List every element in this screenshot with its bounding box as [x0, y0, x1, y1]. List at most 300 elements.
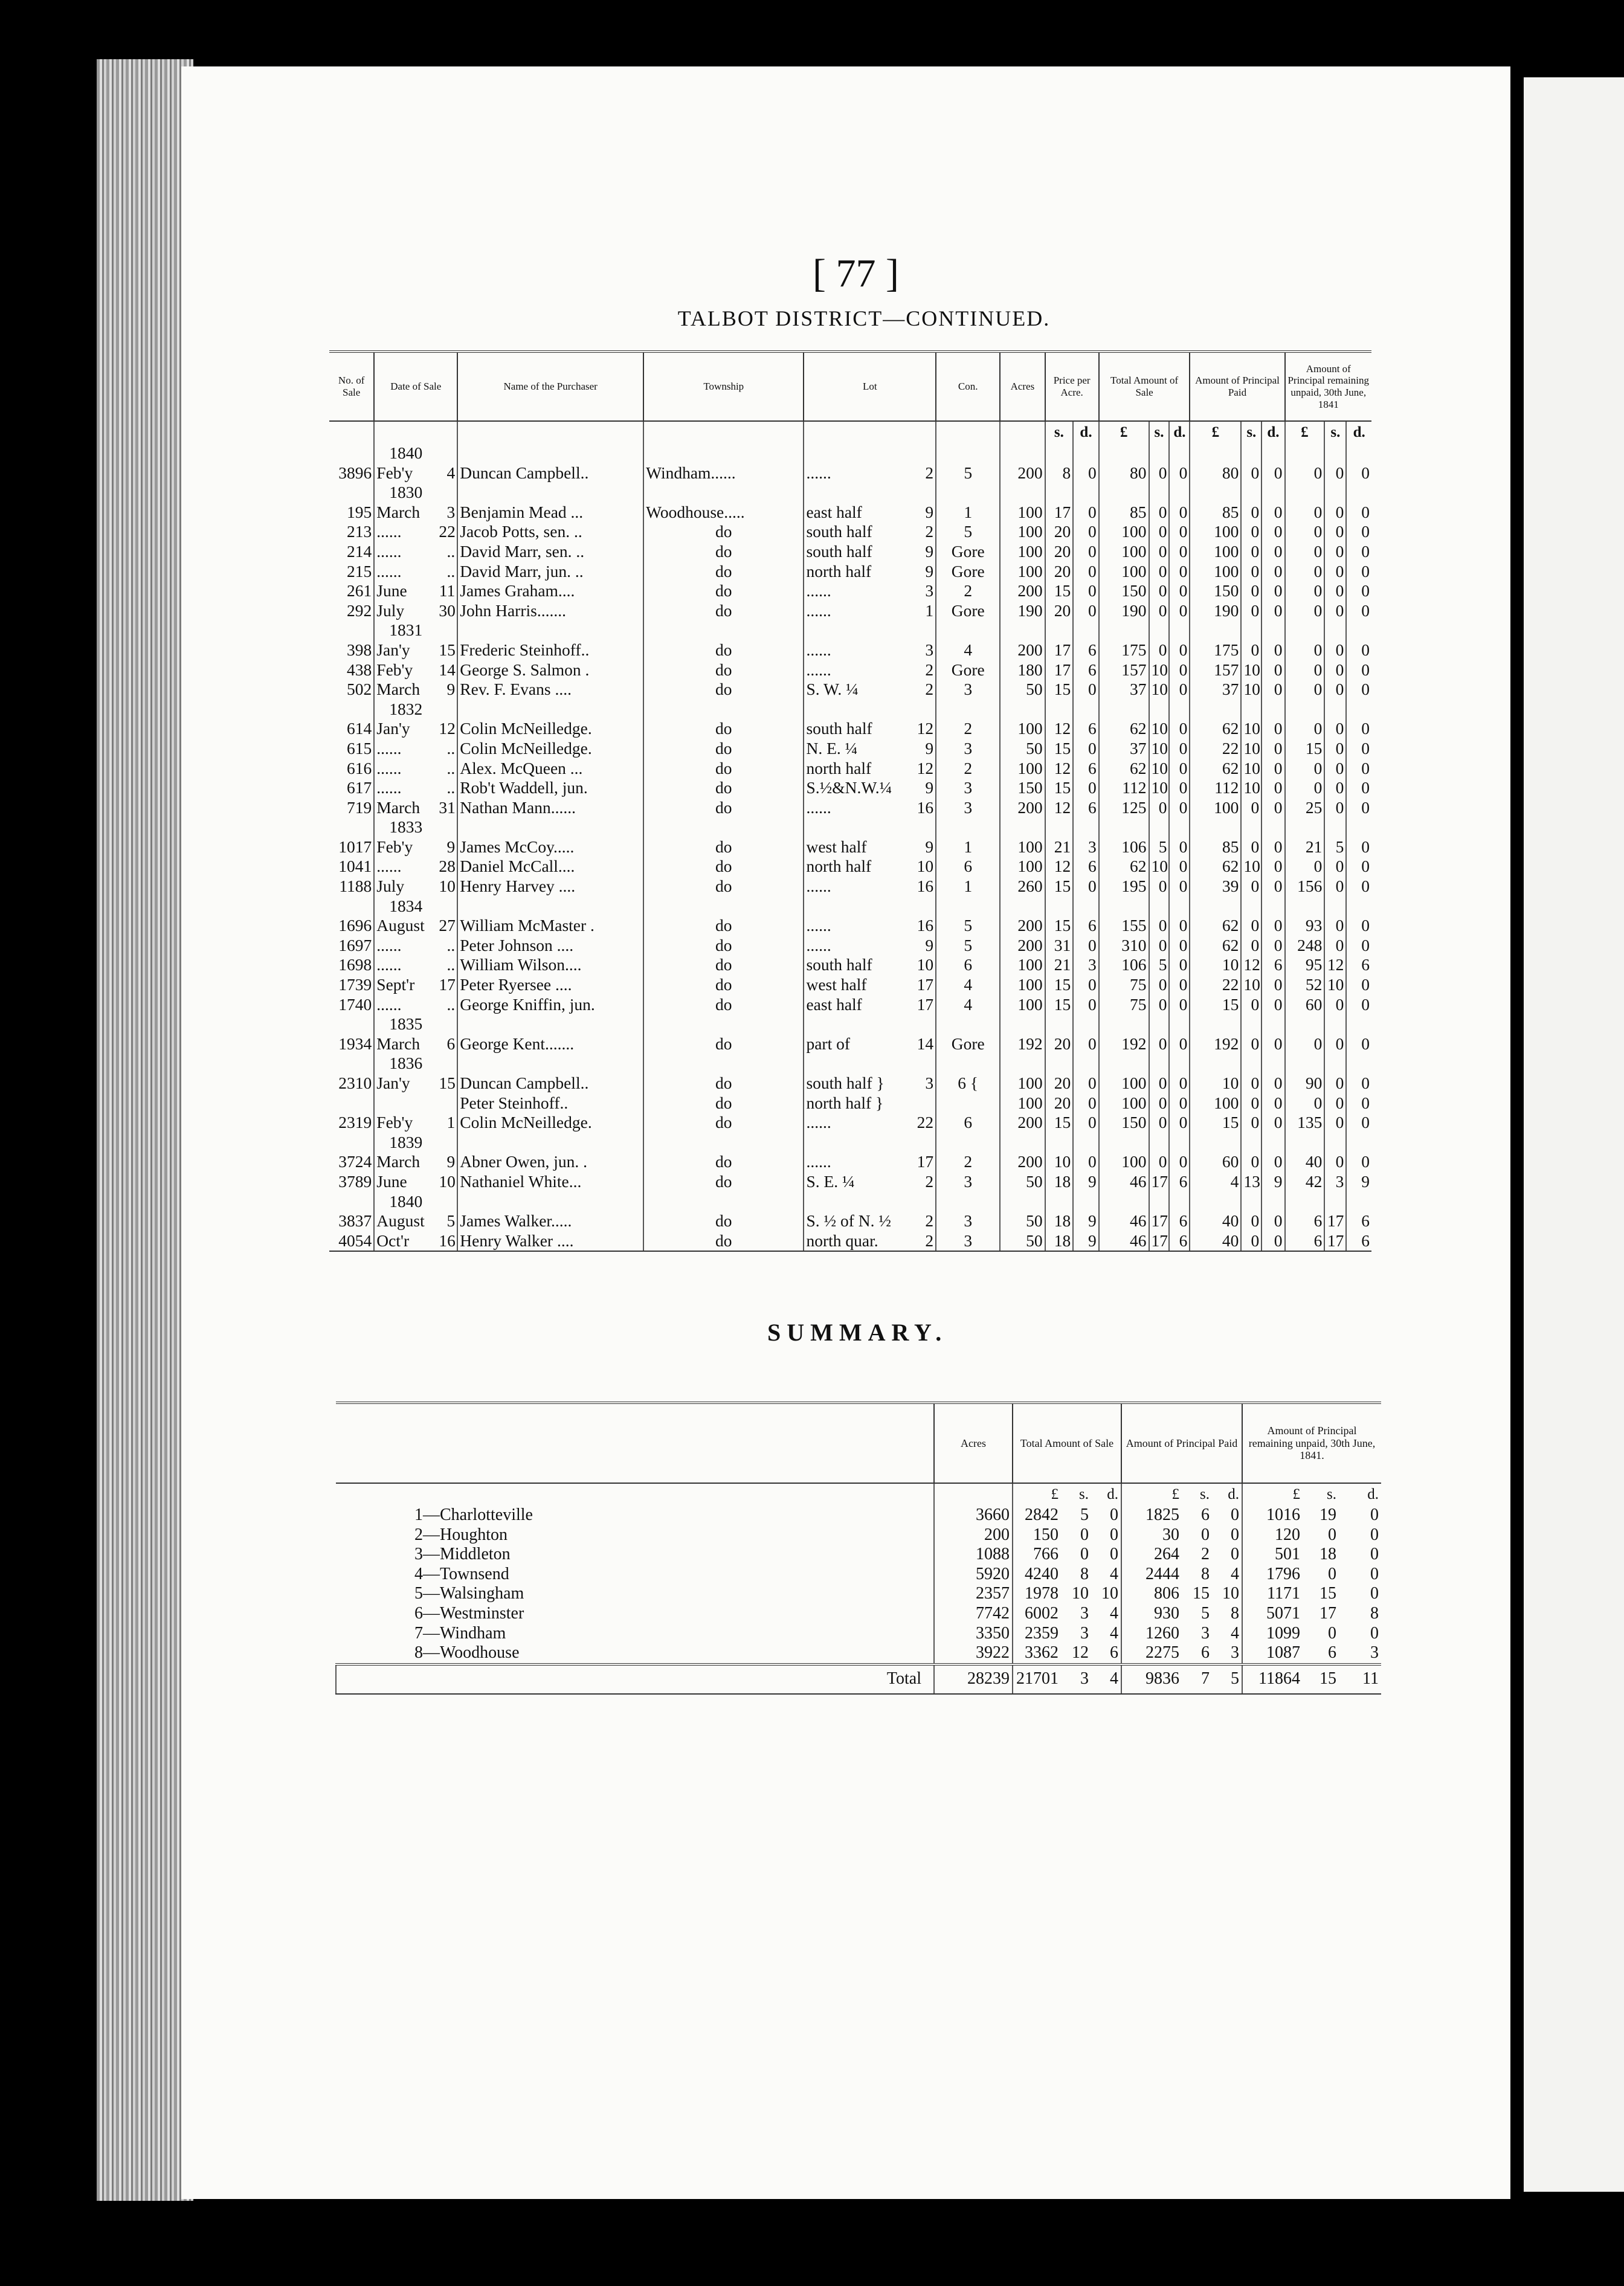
sale-row [329, 640, 1371, 660]
summary-header-blank [336, 1403, 934, 1483]
cell-day: 31 [439, 797, 456, 817]
cell-td: 0 [1169, 680, 1190, 700]
cell-ac: 100 [1000, 719, 1045, 739]
cell-ts: 10 [1149, 778, 1170, 798]
cell-tl: 155 [1099, 916, 1149, 936]
summary-cell-pd: 10 [1222, 1584, 1240, 1603]
unit-pound: £ [1285, 421, 1325, 443]
cell-no: 719 [347, 797, 372, 817]
cell-day: .. [446, 738, 456, 758]
cell-mo: ...... [374, 955, 437, 975]
cell-ps: 12 [1045, 719, 1074, 739]
summary-header-unpaid: Amount of Principal remaining unpaid, 30th June, 1841. [1242, 1403, 1381, 1483]
cell-ul: 0 [1285, 503, 1325, 523]
cell-mo: June [374, 581, 437, 601]
cell-mo: March [374, 1034, 437, 1054]
unit-row [329, 421, 1371, 443]
cell-name: Colin McNeilledge. [457, 719, 643, 739]
cell-no: 195 [347, 502, 372, 521]
cell-ac: 100 [1000, 975, 1045, 995]
cell-ul: 0 [1285, 640, 1325, 660]
cell-day: 14 [439, 660, 456, 679]
cell-ps: 20 [1045, 542, 1074, 562]
cell-tl: 62 [1099, 719, 1149, 739]
cell-name: Nathan Mann...... [457, 798, 643, 818]
cell-day: .. [446, 541, 456, 561]
cell-tl: 37 [1099, 739, 1149, 759]
cell-pl: 4 [1190, 1172, 1241, 1192]
cell-ln: 9 [925, 837, 934, 856]
cell-pd: 0 [1073, 1034, 1098, 1054]
cell-name: Peter Johnson .... [457, 936, 643, 956]
cell-mo: March [374, 798, 437, 818]
cell-mo: Jan'y [374, 719, 437, 739]
cell-lot: S. W. ¼ [804, 680, 912, 700]
cell-pps: 0 [1241, 640, 1262, 660]
summary-cell-pd: 0 [1231, 1505, 1240, 1524]
cell-lot: south half [804, 955, 912, 975]
cell-pl: 62 [1190, 759, 1241, 779]
summary-cell-ac: 5920 [934, 1565, 1013, 1585]
cell-ul: 156 [1285, 877, 1325, 897]
summary-cell-ac: 7742 [934, 1604, 1013, 1624]
cell-ps: 15 [1045, 778, 1074, 798]
cell-ppd: 0 [1262, 719, 1284, 739]
cell-no: 1188 [339, 877, 372, 896]
cell-ps: 15 [1045, 975, 1074, 995]
cell-ud: 0 [1346, 739, 1371, 759]
cell-ln: 14 [917, 1034, 934, 1053]
cell-tl: 37 [1099, 680, 1149, 700]
cell-ps: 20 [1045, 1074, 1074, 1093]
cell-day: 17 [439, 975, 456, 994]
cell-pps: 10 [1241, 857, 1262, 877]
cell-ud: 9 [1346, 1172, 1371, 1192]
unit-d: d. [1262, 421, 1284, 443]
cell-no: 261 [347, 581, 372, 600]
header-total: Total Amount of Sale [1099, 352, 1190, 421]
summary-cell-name: 3—Middleton [414, 1545, 511, 1564]
cell-ln: 3 [925, 581, 934, 600]
summary-cell-ps: 6 [1201, 1505, 1210, 1524]
cell-tw: do [643, 601, 804, 621]
cell-tl: 75 [1099, 995, 1149, 1015]
cell-mo: Sept'r [374, 975, 437, 995]
cell-us: 0 [1324, 1074, 1346, 1093]
cell-pd: 0 [1073, 1074, 1098, 1093]
summary-cell-ac: 1088 [934, 1545, 1013, 1565]
cell-con: 3 [936, 739, 1000, 759]
cell-ts: 0 [1149, 877, 1170, 897]
cell-td: 0 [1169, 562, 1190, 582]
cell-ln: 17 [917, 994, 934, 1014]
sale-row [329, 1074, 1371, 1093]
cell-day: 22 [439, 522, 456, 541]
cell-pl: 62 [1190, 916, 1241, 936]
header-name: Name of the Purchaser [457, 352, 643, 421]
year-label: 1839 [374, 1133, 437, 1153]
cell-ud: 0 [1346, 503, 1371, 523]
cell-pl: 192 [1190, 1034, 1241, 1054]
cell-tw: do [643, 1211, 804, 1231]
summary-cell-tl: 4240 [1013, 1565, 1061, 1585]
unit-d: d. [1169, 421, 1190, 443]
cell-lot: ...... [804, 601, 912, 621]
cell-pd: 9 [1073, 1172, 1098, 1192]
cell-day: 16 [437, 1231, 457, 1252]
cell-no: 398 [347, 640, 372, 659]
cell-ppd: 0 [1262, 778, 1284, 798]
cell-name: Daniel McCall.... [457, 857, 643, 877]
sale-row [329, 857, 1371, 877]
cell-us: 0 [1324, 719, 1346, 739]
cell-name: George Kniffin, jun. [457, 995, 643, 1015]
summary-cell-name: 7—Windham [414, 1623, 506, 1643]
cell-pl: 40 [1190, 1231, 1241, 1252]
cell-td: 0 [1169, 601, 1190, 621]
year-label: 1832 [374, 700, 437, 720]
cell-pd: 0 [1073, 877, 1098, 897]
cell-lot: ...... [804, 581, 912, 601]
year-row [329, 483, 1371, 503]
cell-lot: S. E. ¼ [804, 1172, 912, 1192]
unit-pound: £ [1190, 421, 1241, 443]
cell-tl: 46 [1099, 1172, 1149, 1192]
unit-s: s. [1324, 421, 1346, 443]
summary-cell-tl: 1978 [1013, 1584, 1061, 1604]
summary-cell-name: 4—Townsend [414, 1564, 509, 1583]
cell-con: 2 [936, 581, 1000, 601]
cell-ac: 150 [1000, 778, 1045, 798]
cell-lot: south half [804, 542, 912, 562]
year-label: 1840 [374, 443, 437, 463]
cell-us: 10 [1324, 975, 1346, 995]
cell-name: David Marr, sen. .. [457, 542, 643, 562]
cell-tl: 62 [1099, 857, 1149, 877]
cell-con: 1 [936, 837, 1000, 857]
cell-lot: ...... [804, 916, 912, 936]
cell-lot: ...... [804, 798, 912, 818]
cell-mo: ...... [374, 562, 437, 582]
cell-ac: 200 [1000, 640, 1045, 660]
cell-ln: 9 [925, 778, 934, 797]
cell-no: 2319 [338, 1113, 372, 1132]
cell-tl: 175 [1099, 640, 1149, 660]
cell-pd: 0 [1073, 778, 1098, 798]
cell-ppd: 0 [1262, 798, 1284, 818]
cell-con [936, 1093, 1000, 1113]
summary-cell-us: 15 [1320, 1584, 1337, 1603]
cell-ps: 12 [1045, 759, 1074, 779]
cell-ul: 0 [1285, 581, 1325, 601]
cell-pl: 157 [1190, 660, 1241, 680]
cell-ppd: 0 [1262, 1231, 1284, 1252]
cell-ul: 0 [1285, 857, 1325, 877]
cell-con: 3 [936, 1231, 1000, 1252]
summary-cell-ud: 0 [1370, 1525, 1379, 1544]
cell-day: .. [446, 561, 456, 581]
cell-pd: 3 [1073, 955, 1098, 975]
cell-us: 0 [1324, 503, 1346, 523]
cell-day: 10 [439, 877, 456, 896]
summary-cell-td: 0 [1110, 1545, 1118, 1564]
cell-tl: 75 [1099, 975, 1149, 995]
cell-ppd: 0 [1262, 680, 1284, 700]
cell-con: 4 [936, 995, 1000, 1015]
summary-cell-us: 6 [1328, 1643, 1337, 1663]
summary-cell-pd: 4 [1231, 1623, 1240, 1643]
cell-lot: north half [804, 857, 912, 877]
cell-ps: 15 [1045, 1113, 1074, 1133]
sale-row [329, 1093, 1371, 1113]
cell-ud: 0 [1346, 640, 1371, 660]
cell-us: 0 [1324, 759, 1346, 779]
cell-tl: 150 [1099, 581, 1149, 601]
summary-cell-ul: 120 [1242, 1525, 1303, 1545]
cell-ud: 0 [1346, 936, 1371, 956]
cell-con: 4 [936, 640, 1000, 660]
cell-tw: do [643, 877, 804, 897]
cell-ln: 2 [925, 680, 934, 699]
cell-name: Alex. McQueen ... [457, 759, 643, 779]
cell-lot: S.½&N.W.¼ [804, 778, 912, 798]
summary-cell-us: 15 [1303, 1664, 1339, 1694]
cell-ppd: 6 [1262, 955, 1284, 975]
cell-ppd: 9 [1262, 1172, 1284, 1192]
summary-cell-ac: 28239 [934, 1664, 1013, 1694]
summary-cell-ts: 8 [1080, 1564, 1089, 1583]
cell-tl: 192 [1099, 1034, 1149, 1054]
cell-tl: 85 [1099, 503, 1149, 523]
sale-row [329, 877, 1371, 897]
cell-day: 1 [446, 1113, 456, 1132]
cell-ud: 6 [1346, 1231, 1371, 1252]
unit-d: d. [1228, 1486, 1240, 1502]
cell-ppd: 0 [1262, 1211, 1284, 1231]
cell-lot: part of [804, 1034, 912, 1054]
cell-tl: 100 [1099, 542, 1149, 562]
cell-ts: 5 [1149, 837, 1170, 857]
summary-cell-ud: 0 [1370, 1623, 1379, 1643]
cell-pps: 0 [1241, 1152, 1262, 1172]
cell-ac: 50 [1000, 739, 1045, 759]
cell-td: 0 [1169, 640, 1190, 660]
sale-row [329, 916, 1371, 936]
cell-ppd: 0 [1262, 1074, 1284, 1093]
cell-name: Rob't Waddell, jun. [457, 778, 643, 798]
cell-pps: 0 [1241, 1231, 1262, 1252]
cell-tw: do [643, 778, 804, 798]
summary-cell-tl: 766 [1013, 1545, 1061, 1565]
cell-ul: 0 [1285, 1034, 1325, 1054]
cell-ud: 6 [1346, 955, 1371, 975]
cell-lot: east half [804, 995, 912, 1015]
cell-name: Duncan Campbell.. [457, 463, 643, 483]
summary-cell-td: 4 [1091, 1664, 1121, 1694]
cell-day: .. [446, 778, 456, 797]
summary-cell-ps: 8 [1201, 1564, 1210, 1583]
cell-pd: 6 [1073, 857, 1098, 877]
cell-ac: 200 [1000, 798, 1045, 818]
summary-cell-ts: 3 [1061, 1664, 1091, 1694]
cell-pps: 10 [1241, 975, 1262, 995]
cell-pps: 0 [1241, 837, 1262, 857]
cell-no: 616 [347, 758, 372, 778]
cell-lot: south half [804, 719, 912, 739]
summary-cell-ps: 0 [1201, 1525, 1210, 1544]
cell-pps: 0 [1241, 798, 1262, 818]
cell-ps: 10 [1045, 1152, 1074, 1172]
year-label: 1831 [374, 620, 437, 640]
cell-ps: 20 [1045, 562, 1074, 582]
cell-tw: do [643, 680, 804, 700]
cell-ppd: 0 [1262, 463, 1284, 483]
cell-lot: north quar. [804, 1231, 912, 1252]
cell-td: 0 [1169, 995, 1190, 1015]
cell-no: 1739 [338, 975, 372, 994]
cell-ps: 8 [1045, 463, 1074, 483]
cell-td: 6 [1169, 1172, 1190, 1192]
cell-no: 1740 [338, 994, 372, 1014]
cell-tl: 100 [1099, 1093, 1149, 1113]
summary-cell-us: 0 [1328, 1623, 1337, 1643]
cell-lot: south half [804, 522, 912, 542]
cell-lot: ...... [804, 660, 912, 680]
cell-ts: 0 [1149, 581, 1170, 601]
cell-ud: 0 [1346, 522, 1371, 542]
cell-day: .. [446, 994, 456, 1014]
summary-cell-ac: 3922 [934, 1643, 1013, 1664]
summary-cell-ud: 0 [1370, 1564, 1379, 1583]
cell-td: 0 [1169, 798, 1190, 818]
cell-name: Abner Owen, jun. . [457, 1152, 643, 1172]
cell-ps: 17 [1045, 503, 1074, 523]
cell-td: 0 [1169, 1034, 1190, 1054]
cell-no: 1041 [338, 857, 372, 876]
cell-pd: 0 [1073, 503, 1098, 523]
cell-ln: 22 [917, 1113, 934, 1132]
cell-mo: July [374, 877, 437, 897]
summary-cell-td: 0 [1110, 1525, 1118, 1544]
cell-ln: 3 [925, 640, 934, 659]
cell-pd: 0 [1073, 995, 1098, 1015]
sale-row [329, 1034, 1371, 1054]
summary-cell-ud: 0 [1370, 1584, 1379, 1603]
cell-pps: 0 [1241, 1113, 1262, 1133]
cell-con: 4 [936, 975, 1000, 995]
sale-row [329, 719, 1371, 739]
year-row [329, 443, 1371, 463]
cell-ul: 248 [1285, 936, 1325, 956]
cell-pps: 10 [1241, 778, 1262, 798]
cell-ul: 93 [1285, 916, 1325, 936]
cell-ts: 10 [1149, 739, 1170, 759]
cell-con: 6 { [936, 1074, 1000, 1093]
cell-con: 1 [936, 503, 1000, 523]
cell-ppd: 0 [1262, 759, 1284, 779]
cell-tw: do [643, 660, 804, 680]
summary-cell-ul: 1016 [1242, 1505, 1303, 1525]
cell-ppd: 0 [1262, 601, 1284, 621]
summary-cell-us: 0 [1328, 1564, 1337, 1583]
cell-ppd: 0 [1262, 837, 1284, 857]
summary-cell-ud: 3 [1370, 1643, 1379, 1663]
cell-con: 3 [936, 1172, 1000, 1192]
cell-pps: 0 [1241, 995, 1262, 1015]
cell-us: 0 [1324, 1034, 1346, 1054]
year-row [329, 1014, 1371, 1034]
cell-day: 28 [439, 857, 456, 876]
cell-con: 3 [936, 680, 1000, 700]
cell-ps: 17 [1045, 660, 1074, 680]
summary-cell-tl: 2842 [1013, 1505, 1061, 1525]
cell-us: 0 [1324, 1113, 1346, 1133]
cell-us: 0 [1324, 1152, 1346, 1172]
summary-cell-ts: 12 [1072, 1643, 1089, 1663]
cell-pd: 0 [1073, 936, 1098, 956]
cell-ps: 31 [1045, 936, 1074, 956]
cell-ln: 16 [917, 797, 934, 817]
cell-name: Henry Harvey .... [457, 877, 643, 897]
cell-pd: 6 [1073, 759, 1098, 779]
cell-ul: 0 [1285, 719, 1325, 739]
summary-cell-pl: 2444 [1121, 1565, 1182, 1585]
summary-cell-ul: 11864 [1242, 1664, 1303, 1694]
cell-td: 0 [1169, 463, 1190, 483]
summary-row [336, 1643, 1381, 1664]
summary-row [336, 1565, 1381, 1585]
cell-lot: north half [804, 759, 912, 779]
cell-td: 6 [1169, 1211, 1190, 1231]
cell-lot: south half } [804, 1074, 912, 1093]
cell-ppd: 0 [1262, 916, 1284, 936]
cell-ln: 9 [925, 561, 934, 581]
cell-con: 2 [936, 1152, 1000, 1172]
cell-ps: 18 [1045, 1211, 1074, 1231]
summary-cell-ps: 3 [1201, 1623, 1210, 1643]
summary-cell-td: 6 [1110, 1643, 1118, 1663]
cell-ac: 200 [1000, 1113, 1045, 1133]
cell-ul: 0 [1285, 463, 1325, 483]
cell-con: Gore [936, 1034, 1000, 1054]
cell-mo: Jan'y [374, 640, 437, 660]
cell-pl: 37 [1190, 680, 1241, 700]
cell-mo: ...... [374, 542, 437, 562]
cell-ps: 17 [1045, 640, 1074, 660]
cell-pl: 22 [1190, 739, 1241, 759]
year-row [329, 817, 1371, 837]
cell-ts: 0 [1149, 562, 1170, 582]
cell-pl: 40 [1190, 1211, 1241, 1231]
cell-ppd: 0 [1262, 857, 1284, 877]
cell-pps: 0 [1241, 1074, 1262, 1093]
cell-tw: do [643, 975, 804, 995]
cell-lot: ...... [804, 877, 912, 897]
cell-ac: 192 [1000, 1034, 1045, 1054]
cell-tl: 100 [1099, 562, 1149, 582]
header-acres: Acres [1000, 352, 1045, 421]
cell-td: 0 [1169, 719, 1190, 739]
cell-ppd: 0 [1262, 542, 1284, 562]
cell-day: 4 [446, 463, 456, 482]
cell-pps: 12 [1241, 955, 1262, 975]
cell-name: Jacob Potts, sen. .. [457, 522, 643, 542]
cell-con: 1 [936, 877, 1000, 897]
summary-cell-tl: 21701 [1013, 1664, 1061, 1694]
cell-us: 0 [1324, 1093, 1346, 1113]
cell-pd: 6 [1073, 640, 1098, 660]
cell-con: 5 [936, 936, 1000, 956]
